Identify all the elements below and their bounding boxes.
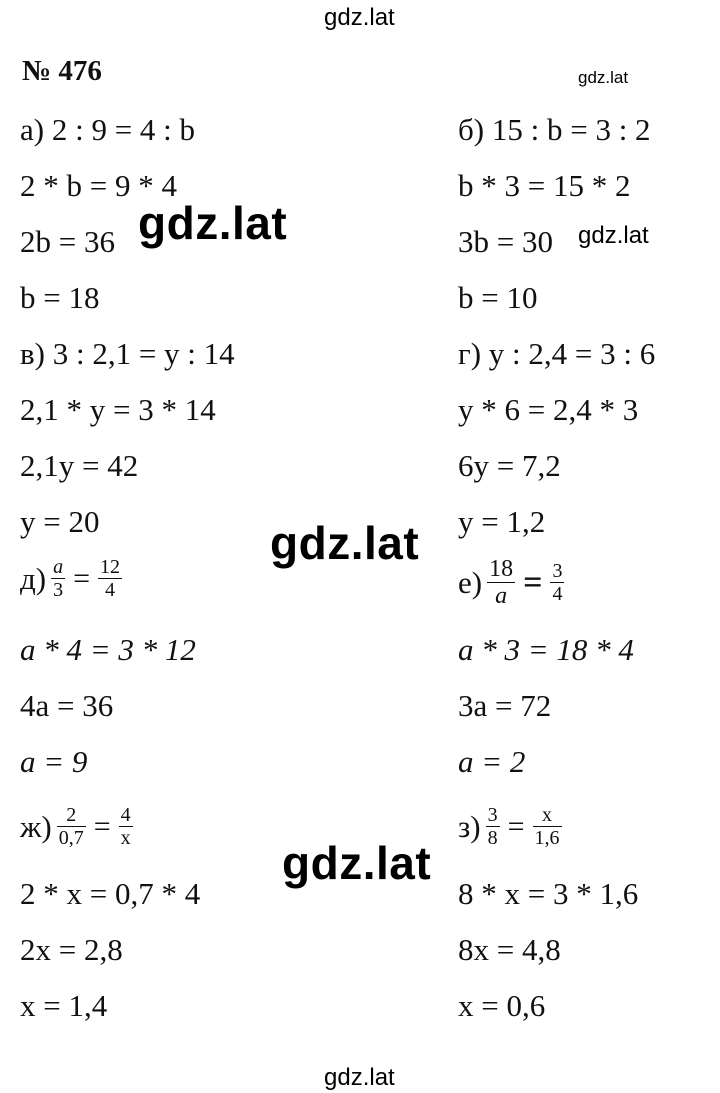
fraction-denominator: a	[495, 583, 508, 609]
fraction-numerator: 18	[489, 556, 514, 582]
fraction-denominator: 4	[105, 579, 116, 601]
watermark-bottom: gdz.lat	[324, 1064, 395, 1091]
exercise-number: № 476	[22, 55, 102, 87]
fraction-denominator: 1,6	[534, 827, 560, 849]
problem-z-line-3: 8x = 4,8	[458, 932, 561, 967]
problem-e-line-4: a = 2	[458, 744, 526, 779]
problem-zh-equation	[20, 804, 135, 849]
equals-sign: =	[507, 809, 525, 843]
problem-d-line-3: 4a = 36	[20, 688, 114, 723]
fraction-z-right	[533, 804, 562, 849]
problem-d-equation	[20, 556, 124, 601]
fraction-numerator: x	[542, 804, 552, 826]
problem-z-line-4: x = 0,6	[458, 988, 546, 1023]
fraction-denominator: 4	[552, 583, 563, 605]
fraction-denominator: 0,7	[58, 827, 84, 849]
problem-g-line-1: г) y : 2,4 = 3 : 6	[458, 336, 656, 371]
problem-e-label: е)	[458, 564, 483, 600]
fraction-d-left	[51, 556, 65, 601]
problem-d-line-4: a = 9	[20, 744, 88, 779]
watermark-big-3: gdz.lat	[282, 837, 432, 889]
problem-b-line-1: б) 15 : b = 3 : 2	[458, 112, 651, 147]
problem-g-line-2: y * 6 = 2,4 * 3	[458, 392, 639, 427]
fraction-denominator: 8	[487, 827, 498, 849]
fraction-zh-right	[119, 804, 133, 849]
fraction-d-right	[98, 556, 122, 601]
problem-b-line-3: 3b = 30	[458, 224, 553, 259]
watermark-big-1: gdz.lat	[138, 197, 288, 249]
problem-a-line-4: b = 18	[20, 280, 100, 315]
watermark-big-2: gdz.lat	[270, 517, 420, 569]
problem-a-line-1: а) 2 : 9 = 4 : b	[20, 112, 196, 147]
fraction-e-left	[487, 556, 515, 609]
watermark-top: gdz.lat	[324, 4, 395, 31]
problem-e-line-2: a * 3 = 18 * 4	[458, 632, 634, 667]
problem-d-line-2: a * 4 = 3 * 12	[20, 632, 196, 667]
watermark-top-right: gdz.lat	[578, 68, 629, 87]
fraction-numerator: 3	[552, 560, 563, 582]
problem-v-line-2: 2,1 * y = 3 * 14	[20, 392, 216, 427]
problem-zh-line-4: x = 1,4	[20, 988, 108, 1023]
fraction-zh-left	[57, 804, 86, 849]
problem-zh-line-2: 2 * x = 0,7 * 4	[20, 876, 201, 911]
equals-sign: =	[93, 809, 111, 843]
problem-z-line-2: 8 * x = 3 * 1,6	[458, 876, 639, 911]
problem-z-equation	[458, 804, 564, 849]
problem-v-line-3: 2,1y = 42	[20, 448, 139, 483]
problem-a-line-3: 2b = 36	[20, 224, 115, 259]
fraction-denominator: x	[120, 827, 131, 849]
problem-z-label: з)	[458, 808, 481, 844]
problem-b-line-4: b = 10	[458, 280, 538, 315]
problem-v-line-1: в) 3 : 2,1 = y : 14	[20, 336, 235, 371]
fraction-denominator: 3	[53, 579, 64, 601]
problem-d-label: д)	[20, 560, 47, 596]
problem-e-equation	[458, 556, 566, 609]
fraction-e-right	[550, 560, 564, 605]
problem-zh-label: ж)	[20, 808, 52, 844]
problem-v-line-4: y = 20	[20, 504, 100, 539]
watermark-mid-right: gdz.lat	[578, 222, 649, 249]
fraction-numerator: a	[53, 556, 64, 578]
problem-e-line-3: 3a = 72	[458, 688, 552, 723]
fraction-numerator: 2	[66, 804, 77, 826]
equals-sign: =	[523, 563, 543, 601]
problem-g-line-4: y = 1,2	[458, 504, 546, 539]
fraction-numerator: 4	[120, 804, 131, 826]
problem-b-line-2: b * 3 = 15 * 2	[458, 168, 631, 203]
problem-a-line-2: 2 * b = 9 * 4	[20, 168, 177, 203]
fraction-numerator: 12	[100, 556, 121, 578]
problem-zh-line-3: 2x = 2,8	[20, 932, 123, 967]
fraction-numerator: 3	[487, 804, 498, 826]
fraction-z-left	[486, 804, 500, 849]
equals-sign: =	[73, 561, 91, 595]
problem-g-line-3: 6y = 7,2	[458, 448, 561, 483]
